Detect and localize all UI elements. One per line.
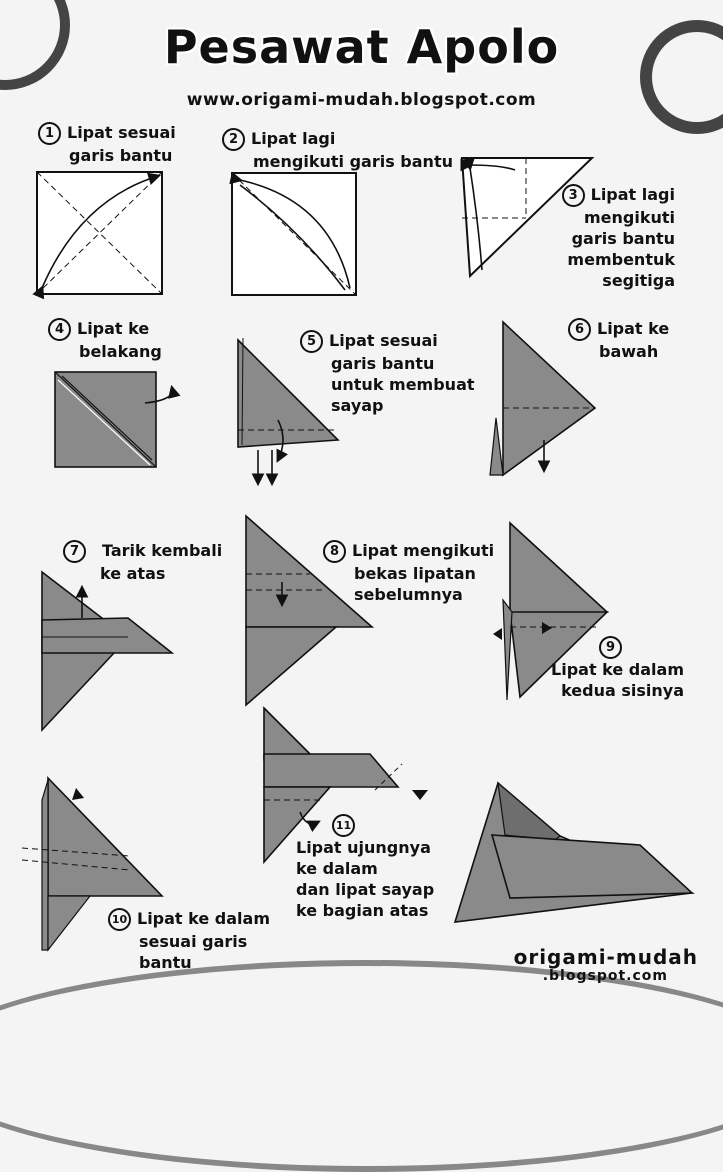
step1-diagram xyxy=(37,172,162,294)
step-11-label: 11 Lipat ujungnya ke dalam dan lipat sayap ke bagian atas xyxy=(296,814,434,921)
step-4-label: 4 Lipat ke belakang xyxy=(48,318,162,362)
step4-diagram xyxy=(55,372,172,467)
final-plane-diagram xyxy=(455,783,692,922)
step-3-label: 3 Lipat lagi mengikuti garis bantu membentuk segitiga xyxy=(490,184,675,291)
page-title: Pesawat Apolo xyxy=(163,20,560,74)
step-5-label: 5 Lipat sesuai garis bantu untuk membuat sayap xyxy=(300,330,475,416)
step-number: 2 xyxy=(222,128,245,151)
step-number: 9 xyxy=(599,636,622,659)
step7-diagram xyxy=(42,572,172,730)
footer-brand: origami-mudah xyxy=(513,945,698,969)
step-number: 1 xyxy=(38,122,61,145)
website-url: www.origami-mudah.blogspot.com xyxy=(186,90,537,110)
step-number: 10 xyxy=(108,908,131,931)
step-8-label: 8 Lipat mengikuti bekas lipatan sebelumnya xyxy=(323,540,494,605)
step-number: 11 xyxy=(332,814,355,837)
step-number: 3 xyxy=(562,184,585,207)
step-number: 5 xyxy=(300,330,323,353)
step-7-label: 7 Tarik kembali ke atas xyxy=(63,540,222,584)
step-10-label: 10 Lipat ke dalam sesuai garis bantu xyxy=(108,908,270,973)
step-2-label: 2 Lipat lagi mengikuti garis bantu xyxy=(222,128,453,172)
step-number: 4 xyxy=(48,318,71,341)
step-9-label: 9 Lipat ke dalam kedua sisinya xyxy=(532,636,684,701)
step-number: 7 xyxy=(63,540,86,563)
step-6-label: 6 Lipat ke bawah xyxy=(568,318,669,362)
footer-domain: .blogspot.com xyxy=(542,968,668,984)
step2-diagram xyxy=(232,173,356,295)
step-1-label: 1 Lipat sesuai garis bantu xyxy=(38,122,176,166)
step-number: 6 xyxy=(568,318,591,341)
step-number: 8 xyxy=(323,540,346,563)
